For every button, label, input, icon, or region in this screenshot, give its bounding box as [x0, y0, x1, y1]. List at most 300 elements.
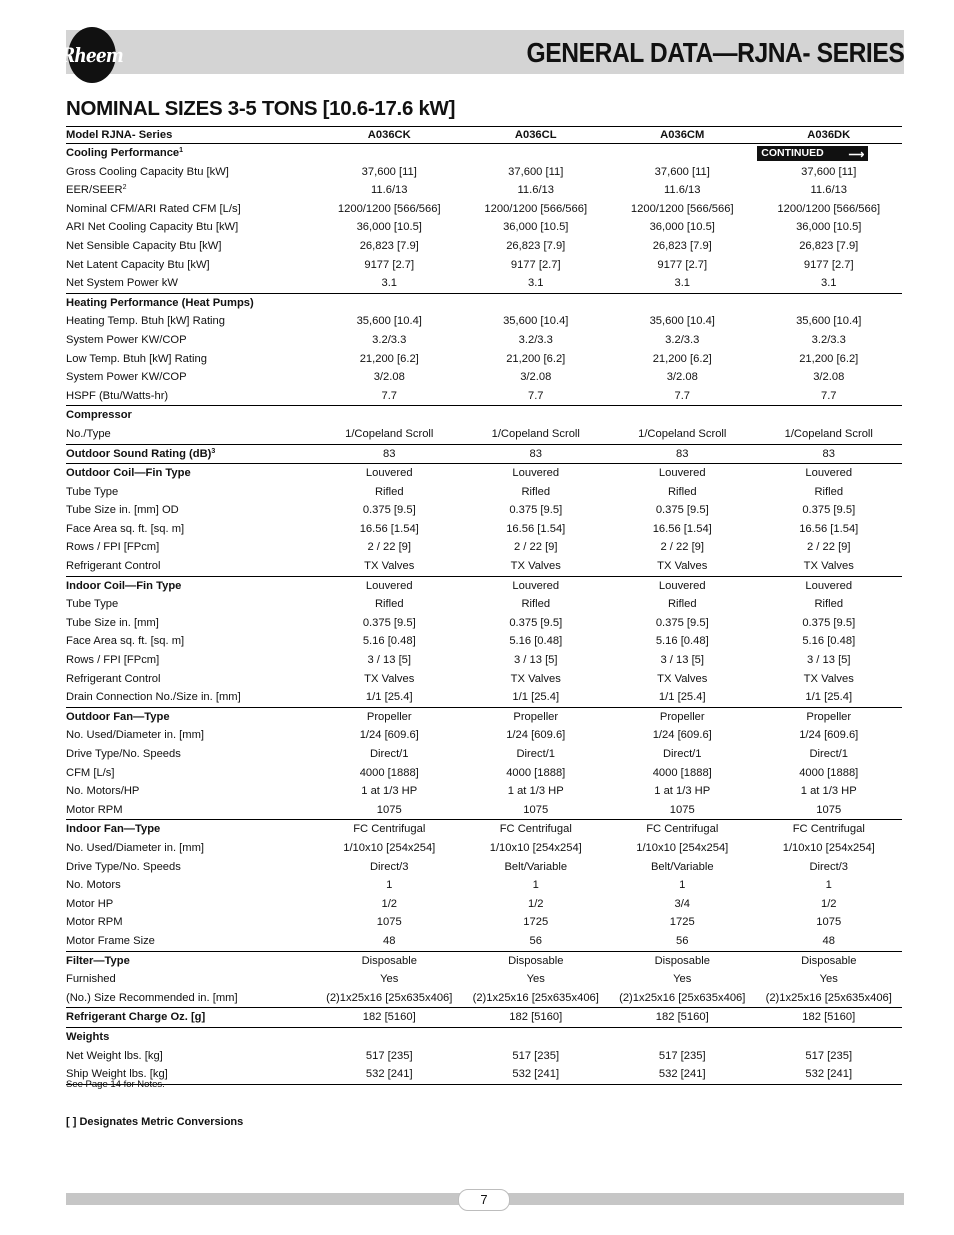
table-cell: 26,823 [7.9]: [506, 239, 566, 252]
table-cell: 0.375 [9.5]: [655, 504, 709, 517]
table-row: [66, 163, 902, 182]
table-cell: Propeller: [463, 707, 610, 726]
table-cell: (2)1x25x16 [25x635x406]: [326, 991, 453, 1004]
table-cell: 1075: [376, 916, 402, 929]
table-cell: 7.7: [820, 389, 837, 402]
table-cell: Rifled: [374, 598, 404, 611]
table-row: [66, 651, 902, 670]
table-cell: [756, 1027, 903, 1046]
table-cell: [756, 144, 903, 163]
row-label: [66, 782, 316, 801]
row-label: [66, 406, 316, 425]
table-cell: 21,200 [6.2]: [506, 352, 566, 365]
table-row: [66, 745, 902, 764]
row-label-text: No./Type: [66, 427, 111, 440]
table-cell: Rifled: [667, 485, 697, 498]
table-cell: 517 [235]: [365, 1049, 413, 1062]
table-cell: 1/2: [527, 897, 544, 910]
column-header-model: Model RJNA- Series: [66, 127, 316, 144]
table-cell: FC Centrifugal: [609, 820, 756, 839]
table-row: [66, 538, 902, 557]
row-label-text: Weights: [66, 1030, 110, 1043]
table-cell: 1725: [669, 916, 695, 929]
table-row: [66, 726, 902, 745]
row-label-text: Net Latent Capacity Btu [kW]: [66, 258, 210, 271]
table-cell: 1: [532, 879, 539, 892]
table-cell: 35,600 [10.4]: [503, 315, 569, 328]
table-cell: 36,000 [10.5]: [356, 221, 422, 234]
table-section-row: [66, 406, 902, 425]
table-cell: 1075: [816, 803, 842, 816]
table-row: [66, 181, 902, 200]
row-label: [66, 614, 316, 633]
row-label-text: Heating Temp. Btuh [kW] Rating: [66, 315, 225, 328]
table-cell: 532 [241]: [316, 1065, 463, 1084]
table-cell: (2)1x25x16 [25x635x406]: [765, 991, 892, 1004]
table-cell: 3/2.08: [666, 371, 698, 384]
row-label: [66, 483, 316, 502]
footnote-marker: 3: [211, 447, 216, 455]
column-header: A036DK: [756, 127, 903, 144]
continued-badge: [757, 146, 868, 161]
table-cell: [609, 406, 756, 425]
row-label-text: No. Motors/HP: [66, 785, 140, 798]
row-label-text: No. Used/Diameter in. [mm]: [66, 841, 205, 854]
table-section-row: [66, 144, 902, 163]
row-label: [66, 200, 316, 219]
row-label: [66, 237, 316, 256]
table-cell: 0.375 [9.5]: [802, 616, 856, 629]
table-cell: Yes: [819, 973, 838, 986]
table-cell: Belt/Variable: [504, 860, 568, 873]
table-cell: 56: [676, 934, 689, 947]
row-label-text: Outdoor Sound Rating (dB): [66, 447, 212, 460]
table-cell: 5.16 [0.48]: [362, 635, 416, 648]
table-cell: 9177 [2.7]: [657, 258, 708, 271]
table-cell: 37,600 [11]: [801, 165, 857, 178]
table-row: [66, 425, 902, 444]
rheem-logo: [61, 27, 123, 83]
table-cell: Direct/3: [809, 860, 849, 873]
table-cell: 1/24 [609.6]: [652, 729, 712, 742]
row-label: [66, 932, 316, 951]
table-row: [66, 483, 902, 502]
table-cell: Rifled: [667, 598, 697, 611]
table-row: [66, 200, 902, 219]
table-cell: 1200/1200 [566/566]: [630, 202, 734, 215]
row-label-text: (No.) Size Recommended in. [mm]: [66, 991, 238, 1004]
table-row: [66, 913, 902, 932]
table-cell: [609, 144, 756, 163]
table-cell: 3 / 13 [5]: [367, 654, 412, 667]
table-cell: FC Centrifugal: [756, 820, 903, 839]
table-row: [66, 782, 902, 801]
row-label-text: Tube Size in. [mm] OD: [66, 504, 179, 517]
row-label-text: Tube Size in. [mm]: [66, 616, 159, 629]
table-cell: 1/1 [25.4]: [512, 691, 560, 704]
table-cell: 3.2/3.3: [665, 333, 700, 346]
table-cell: [609, 1027, 756, 1046]
table-cell: Rifled: [814, 485, 844, 498]
table-cell: 1/1 [25.4]: [805, 691, 853, 704]
row-label: [66, 745, 316, 764]
row-label: [66, 293, 316, 312]
row-label: [66, 557, 316, 576]
table-cell: 26,823 [7.9]: [359, 239, 419, 252]
row-label: [66, 387, 316, 406]
table-cell: 1725: [523, 916, 549, 929]
row-label: [66, 274, 316, 293]
table-cell: 0.375 [9.5]: [802, 504, 856, 517]
row-label: [66, 501, 316, 520]
table-cell: 3.1: [820, 277, 837, 290]
table-cell: 3/2.08: [813, 371, 845, 384]
table-cell: 3/2.08: [520, 371, 552, 384]
row-label: [66, 876, 316, 895]
row-label: [66, 820, 316, 839]
table-cell: 48: [822, 934, 835, 947]
table-cell: Louvered: [316, 464, 463, 483]
table-cell: 5.16 [0.48]: [802, 635, 856, 648]
row-label-text: Net Weight lbs. [kg]: [66, 1049, 163, 1062]
table-row: [66, 595, 902, 614]
table-cell: Propeller: [316, 707, 463, 726]
row-label-text: Drain Connection No./Size in. [mm]: [66, 691, 241, 704]
row-label-text: Low Temp. Btuh [kW] Rating: [66, 352, 207, 365]
table-cell: TX Valves: [510, 672, 561, 685]
table-cell: (2)1x25x16 [25x635x406]: [619, 991, 746, 1004]
notes-footnote: See Page 14 for Notes.: [66, 1079, 165, 1090]
section-title: NOMINAL SIZES 3-5 TONS [10.6-17.6 kW]: [66, 97, 456, 120]
table-cell: 11.6/13: [517, 184, 554, 197]
table-cell: Direct/3: [369, 860, 409, 873]
table-cell: 182 [5160]: [756, 1008, 903, 1028]
row-label-text: Face Area sq. ft. [sq. m]: [66, 635, 185, 648]
table-cell: 35,600 [10.4]: [796, 315, 862, 328]
table-cell: Belt/Variable: [650, 860, 714, 873]
table-cell: 1200/1200 [566/566]: [484, 202, 588, 215]
spec-table: [66, 126, 902, 1085]
table-cell: Louvered: [316, 576, 463, 595]
table-cell: 21,200 [6.2]: [359, 352, 419, 365]
table-cell: Rifled: [814, 598, 844, 611]
table-cell: 37,600 [11]: [654, 165, 710, 178]
row-label: [66, 312, 316, 331]
row-label: [66, 1008, 316, 1028]
row-label-text: Rows / FPI [FPcm]: [66, 654, 160, 667]
table-section-row: [66, 444, 902, 464]
table-cell: Yes: [673, 973, 692, 986]
table-cell: 9177 [2.7]: [803, 258, 854, 271]
table-cell: 1/2: [381, 897, 398, 910]
footnote-marker: 2: [122, 184, 127, 192]
row-label: [66, 368, 316, 387]
table-section-row: [66, 293, 902, 312]
row-label-text: Refrigerant Control: [66, 560, 161, 573]
table-cell: 3/2.08: [373, 371, 405, 384]
table-cell: Disposable: [756, 951, 903, 970]
table-cell: 1075: [669, 803, 695, 816]
table-cell: 1/2: [820, 897, 837, 910]
row-label-text: Furnished: [66, 973, 116, 986]
table-cell: 182 [5160]: [316, 1008, 463, 1028]
row-label: [66, 651, 316, 670]
table-row: [66, 858, 902, 877]
table-cell: Rifled: [374, 485, 404, 498]
table-cell: 7.7: [527, 389, 544, 402]
row-label-text: Cooling Performance: [66, 147, 180, 159]
table-cell: 1/1 [25.4]: [658, 691, 706, 704]
table-cell: TX Valves: [803, 560, 854, 573]
table-cell: Yes: [526, 973, 545, 986]
table-cell: 1 at 1/3 HP: [507, 785, 564, 798]
table-cell: 1 at 1/3 HP: [654, 785, 711, 798]
table-cell: Louvered: [756, 576, 903, 595]
table-cell: (2)1x25x16 [25x635x406]: [472, 991, 599, 1004]
table-cell: 517 [235]: [512, 1049, 560, 1062]
table-cell: TX Valves: [364, 672, 415, 685]
table-cell: 1/Copeland Scroll: [784, 427, 873, 440]
row-label-text: Tube Type: [66, 598, 119, 611]
table-cell: 48: [383, 934, 396, 947]
table-cell: 3.1: [674, 277, 691, 290]
table-cell: TX Valves: [364, 560, 415, 573]
table-cell: [756, 406, 903, 425]
table-row: [66, 614, 902, 633]
table-section-row: [66, 951, 902, 970]
table-cell: Direct/1: [516, 748, 556, 760]
column-header: A036CM: [609, 127, 756, 144]
table-cell: 3.2/3.3: [372, 333, 407, 346]
row-label: [66, 951, 316, 970]
row-label-text: Nominal CFM/ARI Rated CFM [L/s]: [66, 202, 241, 215]
table-cell: Propeller: [609, 707, 756, 726]
table-row: [66, 1047, 902, 1066]
table-cell: 532 [241]: [463, 1065, 610, 1084]
table-row: [66, 688, 902, 707]
table-cell: [463, 1027, 610, 1046]
table-cell: 1/Copeland Scroll: [491, 427, 580, 440]
continued-label: CONTINUED: [761, 147, 824, 159]
table-row: [66, 218, 902, 237]
row-label-text: Filter—Type: [66, 954, 130, 967]
table-cell: [463, 293, 610, 312]
row-label: [66, 218, 316, 237]
table-cell: 11.6/13: [664, 184, 701, 197]
table-cell: TX Valves: [657, 560, 708, 573]
row-label-text: Net System Power kW: [66, 277, 178, 290]
row-label: [66, 256, 316, 275]
table-row: [66, 237, 902, 256]
row-label-text: Refrigerant Control: [66, 672, 161, 685]
row-label: [66, 331, 316, 350]
row-label-text: System Power KW/COP: [66, 333, 187, 346]
table-cell: 3.2/3.3: [811, 333, 846, 346]
table-cell: 1: [386, 879, 393, 892]
table-cell: 16.56 [1.54]: [359, 522, 419, 535]
table-cell: 3.1: [527, 277, 544, 290]
table-cell: Direct/1: [369, 748, 409, 760]
table-cell: [463, 406, 610, 425]
table-cell: 3.1: [381, 277, 398, 290]
table-cell: Yes: [380, 973, 399, 986]
table-section-row: [66, 707, 902, 726]
table-cell: 37,600 [11]: [361, 165, 417, 178]
table-cell: 1075: [816, 916, 842, 929]
table-cell: 182 [5160]: [609, 1008, 756, 1028]
row-label-text: CFM [L/s]: [66, 766, 115, 779]
table-row: [66, 520, 902, 539]
table-cell: Direct/1: [662, 748, 702, 760]
table-row: [66, 895, 902, 914]
table-cell: 1/1 [25.4]: [365, 691, 413, 704]
table-cell: 36,000 [10.5]: [796, 221, 862, 234]
row-label: [66, 181, 316, 200]
table-row: [66, 970, 902, 989]
row-label: [66, 858, 316, 877]
table-cell: 1/10x10 [254x254]: [782, 841, 875, 854]
table-cell: 1/Copeland Scroll: [345, 427, 434, 440]
row-label-text: Motor Frame Size: [66, 934, 155, 947]
table-row: [66, 670, 902, 689]
row-label-text: Motor RPM: [66, 803, 123, 816]
table-cell: TX Valves: [803, 672, 854, 685]
row-label-text: System Power KW/COP: [66, 371, 187, 384]
row-label: [66, 970, 316, 989]
table-row: [66, 632, 902, 651]
row-label-text: EER/SEER: [66, 184, 123, 197]
table-cell: 1200/1200 [566/566]: [337, 202, 441, 215]
row-label: [66, 576, 316, 595]
table-row: [66, 312, 902, 331]
row-label: [66, 1047, 316, 1066]
table-cell: Rifled: [521, 598, 551, 611]
table-cell: 3 / 13 [5]: [513, 654, 558, 667]
table-cell: 1: [825, 879, 832, 892]
table-cell: Direct/1: [809, 748, 849, 760]
row-label-text: Outdoor Fan—Type: [66, 710, 170, 723]
table-cell: 182 [5160]: [463, 1008, 610, 1028]
row-label: [66, 670, 316, 689]
table-section-row: [66, 1008, 902, 1028]
row-label: [66, 538, 316, 557]
table-cell: [316, 1027, 463, 1046]
row-label-text: Indoor Fan—Type: [66, 823, 161, 836]
table-row: [66, 801, 902, 820]
table-cell: 35,600 [10.4]: [649, 315, 715, 328]
column-header: A036CL: [463, 127, 610, 144]
table-cell: Disposable: [463, 951, 610, 970]
table-cell: 0.375 [9.5]: [509, 504, 563, 517]
table-cell: 517 [235]: [658, 1049, 706, 1062]
row-label-text: Gross Cooling Capacity Btu [kW]: [66, 165, 229, 178]
table-cell: 83: [316, 444, 463, 464]
row-label: [66, 595, 316, 614]
table-row: [66, 387, 902, 406]
table-cell: 1/10x10 [254x254]: [636, 841, 729, 854]
table-cell: 2 / 22 [9]: [513, 541, 558, 554]
row-label-text: Outdoor Coil—Fin Type: [66, 467, 191, 480]
table-row: [66, 989, 902, 1008]
column-header: A036CK: [316, 127, 463, 144]
table-cell: 4000 [1888]: [799, 766, 859, 779]
row-label-text: Net Sensible Capacity Btu [kW]: [66, 239, 222, 252]
table-cell: 16.56 [1.54]: [799, 522, 859, 535]
row-label-text: No. Used/Diameter in. [mm]: [66, 729, 205, 742]
table-cell: 2 / 22 [9]: [660, 541, 705, 554]
table-cell: 9177 [2.7]: [364, 258, 415, 271]
row-label: [66, 764, 316, 783]
row-label-text: Drive Type/No. Speeds: [66, 860, 181, 873]
row-label: [66, 895, 316, 914]
table-cell: Disposable: [609, 951, 756, 970]
table-section-row: [66, 464, 902, 483]
table-cell: 0.375 [9.5]: [362, 504, 416, 517]
row-label: [66, 688, 316, 707]
table-cell: 11.6/13: [371, 184, 408, 197]
table-row: [66, 1065, 902, 1084]
table-row: [66, 839, 902, 858]
table-cell: 4000 [1888]: [359, 766, 419, 779]
table-cell: 37,600 [11]: [508, 165, 564, 178]
table-row: [66, 557, 902, 576]
table-section-row: [66, 1027, 902, 1046]
table-cell: 2 / 22 [9]: [806, 541, 851, 554]
table-cell: Propeller: [756, 707, 903, 726]
row-label-text: Drive Type/No. Speeds: [66, 748, 181, 760]
row-label: [66, 989, 316, 1008]
table-row: [66, 368, 902, 387]
table-row: [66, 501, 902, 520]
table-cell: 26,823 [7.9]: [799, 239, 859, 252]
table-cell: 21,200 [6.2]: [799, 352, 859, 365]
table-cell: 1/10x10 [254x254]: [343, 841, 436, 854]
table-cell: [756, 293, 903, 312]
table-row: [66, 331, 902, 350]
row-label-text: Rows / FPI [FPcm]: [66, 541, 160, 554]
table-row: [66, 932, 902, 951]
table-cell: 36,000 [10.5]: [503, 221, 569, 234]
row-label: [66, 801, 316, 820]
logo-text: Rheem: [61, 43, 123, 67]
table-cell: TX Valves: [657, 672, 708, 685]
table-cell: 1200/1200 [566/566]: [777, 202, 881, 215]
table-cell: 36,000 [10.5]: [649, 221, 715, 234]
table-cell: 11.6/13: [810, 184, 847, 197]
table-cell: 1 at 1/3 HP: [361, 785, 418, 798]
table-cell: 1075: [523, 803, 549, 816]
table-cell: 517 [235]: [805, 1049, 853, 1062]
table-cell: 35,600 [10.4]: [356, 315, 422, 328]
table-cell: 532 [241]: [756, 1065, 903, 1084]
table-cell: Louvered: [609, 576, 756, 595]
table-cell: 0.375 [9.5]: [655, 616, 709, 629]
table-cell: 16.56 [1.54]: [652, 522, 712, 535]
arrow-right-icon: ⟶: [848, 149, 865, 161]
table-cell: 1 at 1/3 HP: [800, 785, 857, 798]
table-section-row: [66, 576, 902, 595]
table-cell: 83: [609, 444, 756, 464]
row-label-text: ARI Net Cooling Capacity Btu [kW]: [66, 221, 239, 234]
table-cell: 1075: [376, 803, 402, 816]
table-cell: 5.16 [0.48]: [509, 635, 563, 648]
table-section-row: [66, 820, 902, 839]
table-cell: 83: [463, 444, 610, 464]
page-title: GENERAL DATA—RJNA- SERIES: [526, 37, 904, 68]
table-cell: FC Centrifugal: [463, 820, 610, 839]
row-label: [66, 464, 316, 483]
row-label: [66, 632, 316, 651]
